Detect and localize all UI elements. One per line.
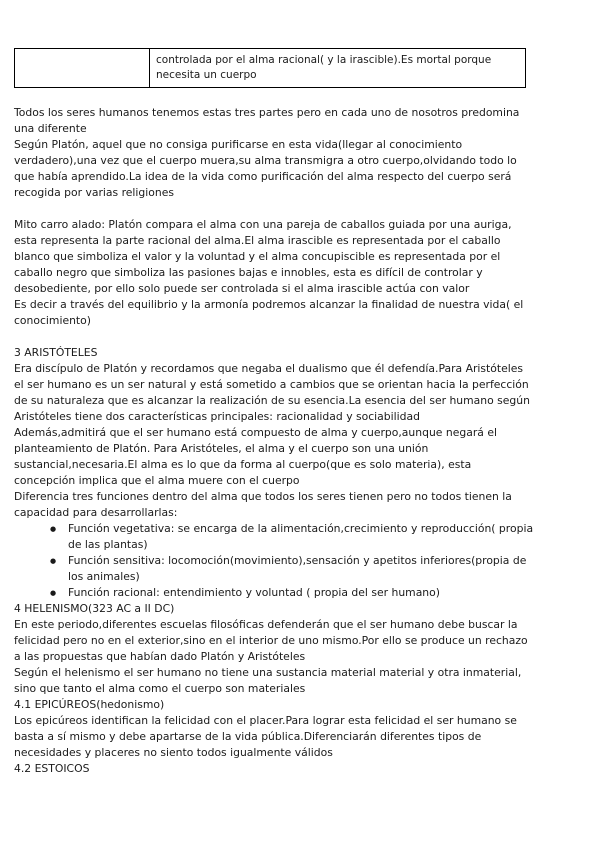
list-item: ● Función racional: entendimiento y voluntad ( propia del ser humano) — [68, 585, 534, 601]
paragraph: En este periodo,diferentes escuelas filosóficas defenderán que el ser humano debe buscar la felicidad pero no en el exterior,sino en el interior de uno mismo.Por ello se produce un rechazo a las propuestas que habían dado Platón y Aristóteles — [14, 618, 528, 663]
bullet-list — [14, 521, 534, 601]
paragraph: Es decir a través del equilibrio y la armonía podremos alcanzar la finalidad de nuestra vida( el conocimiento) — [14, 298, 524, 327]
section-heading: 4 HELENISMO(323 AC a II DC) — [14, 602, 175, 615]
subsection-heading: 4.2 ESTOICOS — [14, 762, 90, 775]
section-heading: 3 ARISTÓTELES — [14, 346, 98, 359]
paragraph: Diferencia tres funciones dentro del alma que todos los seres tienen pero no todos tienen la capacidad para desarrollarlas: — [14, 490, 512, 519]
list-item: ● Función vegetativa: se encarga de la alimentación,crecimiento y reproducción( propia de las plantas) — [68, 521, 534, 553]
paragraph: Mito carro alado: Platón compara el alma con una pareja de caballos guiada por una auriga, esta representa la parte racional del alma.El alma irascible es representada por el caballo blanco que simboliza el valor y la voluntad y el alma concupiscible es representada por el caballo negro que simboliza las pasiones bajas e innobles, esta es difícil de controlar y desobediente, por ello solo puede ser controlada si el alma irascible actúa con valor — [14, 218, 512, 295]
paragraph: Los epicúreos identifican la felicidad con el placer.Para lograr esta felicidad el ser humano se basta a sí mismo y debe apartarse de la vida pública.Diferenciarán diferentes tipos de necesidades y placeres no siento todos igualmente válidos — [14, 714, 517, 759]
table-cell-text: controlada por el alma racional( y la irascible).Es mortal porque necesita un cuerpo — [150, 49, 526, 88]
list-item: ● Función sensitiva: locomoción(movimiento),sensación y apetitos inferiores(propia de los animales) — [68, 553, 534, 585]
comparison-table — [14, 48, 526, 88]
paragraph: Todos los seres humanos tenemos estas tres partes pero en cada uno de nosotros predomina una diferente — [14, 106, 520, 135]
table-cell-empty — [15, 49, 150, 88]
paragraph: Según el helenismo el ser humano no tiene una sustancia material material y otra inmaterial, sino que tanto el alma como el cuerpo son materiales — [14, 666, 522, 695]
subsection-heading: 4.1 EPICÚREOS(hedonismo) — [14, 698, 165, 711]
table-row — [15, 49, 526, 88]
document-body — [14, 105, 534, 777]
paragraph: Además,admitirá que el ser humano está compuesto de alma y cuerpo,aunque negará el planteamiento de Platón. Para Aristóteles, el alma y el cuerpo son una unión sustancial,necesaria.El alma es lo que da forma al cuerpo(que es solo materia), esta concepción implica que el alma muere con el cuerpo — [14, 426, 497, 487]
paragraph: Era discípulo de Platón y recordamos que negaba el dualismo que él defendía.Para Aristóteles el ser humano es un ser natural y está sometido a cambios que se orientan hacia la perfección de su naturaleza que es alcanzar la realización de su esencia.La esencia del ser humano según Aristóteles tiene dos características principales: racionalidad y sociabilidad — [14, 362, 530, 423]
paragraph: Según Platón, aquel que no consiga purificarse en esta vida(llegar al conocimiento verdadero),una vez que el cuerpo muera,su alma transmigra a otro cuerpo,olvidando todo lo que había aprendido.La idea de la vida como purificación del alma respecto del cuerpo será recogida por varias religiones — [14, 138, 517, 199]
